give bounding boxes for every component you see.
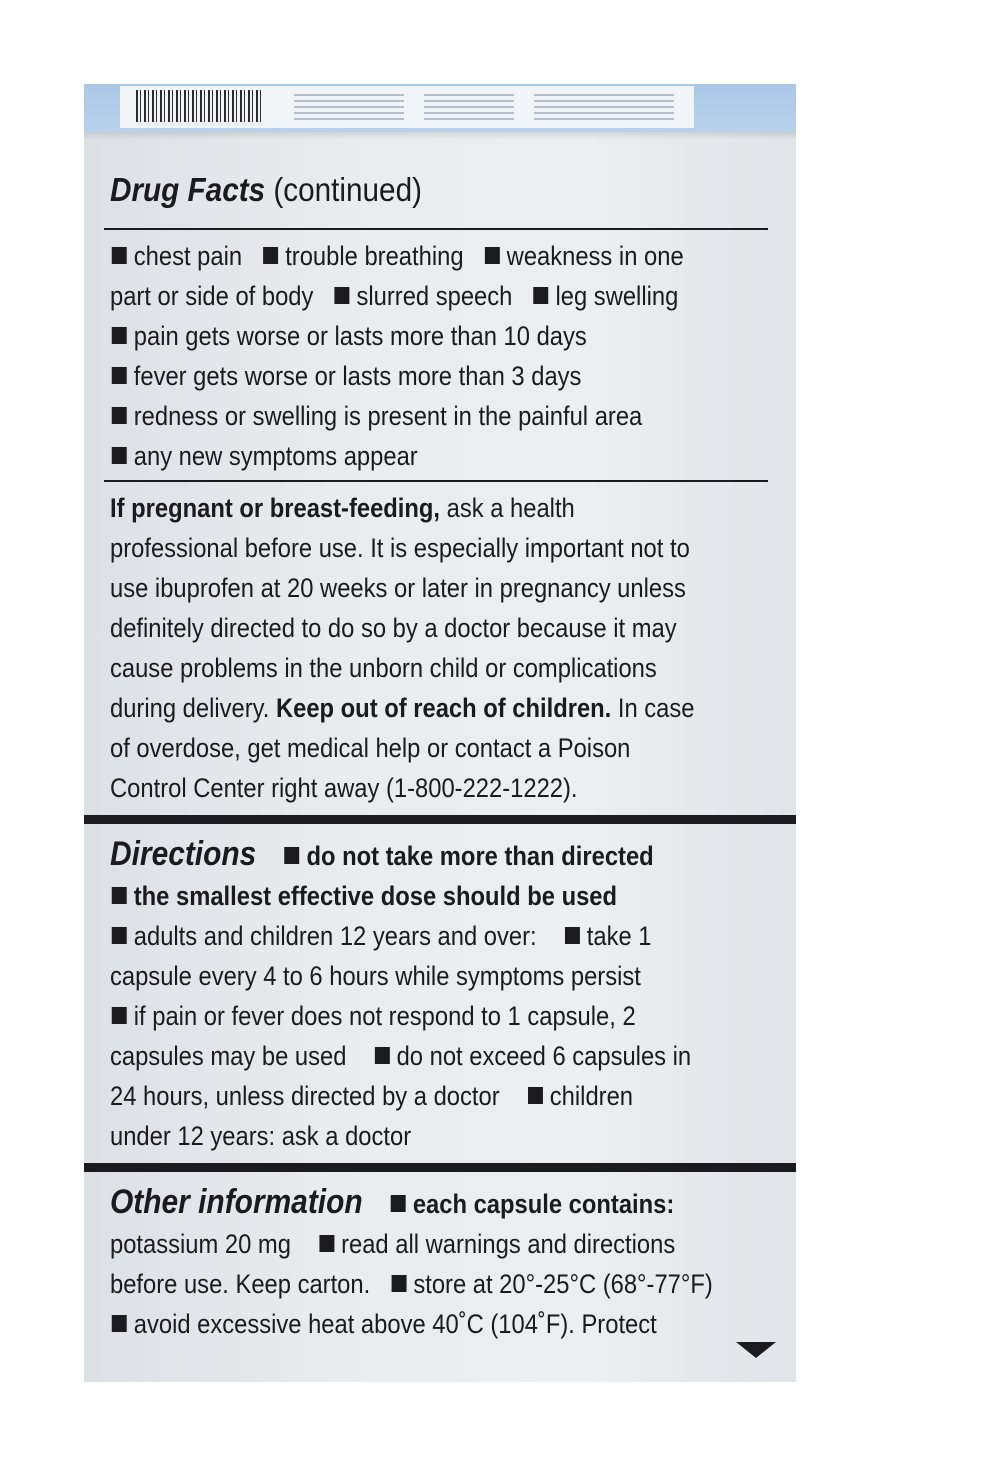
- carton-panel: [84, 84, 796, 1382]
- square-bullet-icon: [112, 247, 127, 264]
- directions-line: [110, 834, 735, 876]
- section-divider: [84, 815, 796, 824]
- square-bullet-icon: [565, 927, 580, 944]
- square-bullet-icon: [112, 327, 127, 344]
- paragraph-text: ask a health: [440, 493, 575, 523]
- direction-item: do not take more than directed: [306, 841, 654, 871]
- directions-line: [110, 1076, 735, 1116]
- square-bullet-icon: [112, 1315, 127, 1332]
- square-bullet-icon: [112, 447, 127, 464]
- other-information-section: [110, 1182, 735, 1344]
- barcode-icon: [136, 90, 264, 122]
- direction-item: adults and children 12 years and over:: [133, 921, 537, 951]
- paragraph-line: professional before use. It is especially important not to: [110, 533, 690, 563]
- list-line: [110, 236, 735, 276]
- carton-top-flap: [84, 84, 796, 132]
- other-info-line: [110, 1224, 735, 1264]
- list-item-continued: part or side of body: [110, 281, 314, 311]
- directions-line: capsule every 4 to 6 hours while symptoms persist: [110, 961, 641, 991]
- paragraph-line: use ibuprofen at 20 weeks or later in pregnancy unless: [110, 573, 686, 603]
- list-line: [110, 276, 735, 316]
- square-bullet-icon: [319, 1235, 334, 1252]
- square-bullet-icon: [391, 1275, 406, 1292]
- info-item: potassium 20 mg: [110, 1229, 291, 1259]
- directions-line: [110, 996, 735, 1036]
- list-line: [110, 316, 735, 356]
- directions-line: under 12 years: ask a doctor: [110, 1121, 412, 1151]
- square-bullet-icon: [112, 887, 127, 904]
- section-rule: [104, 480, 768, 482]
- direction-item: 24 hours, unless directed by a doctor: [110, 1081, 500, 1111]
- list-line: [110, 356, 735, 396]
- list-line: [110, 436, 735, 476]
- directions-title: Directions: [110, 835, 257, 873]
- direction-item: do not exceed 6 capsules in: [396, 1041, 692, 1071]
- info-item: store at 20°-25°C (68°-77°F): [413, 1269, 713, 1299]
- directions-line: [110, 916, 735, 956]
- list-item: weakness in one: [506, 241, 684, 271]
- list-item: redness or swelling is present in the painful area: [133, 401, 643, 431]
- list-item: fever gets worse or lasts more than 3 days: [133, 361, 582, 391]
- paragraph-text: In case: [611, 693, 695, 723]
- directions-line: [110, 876, 735, 916]
- list-item: slurred speech: [356, 281, 513, 311]
- other-info-line: [110, 1264, 735, 1304]
- stop-use-list: [110, 236, 735, 476]
- square-bullet-icon: [112, 1007, 127, 1024]
- section-divider: [84, 1163, 796, 1172]
- square-bullet-icon: [528, 1087, 543, 1104]
- list-line: [110, 396, 735, 436]
- direction-item: children: [549, 1081, 634, 1111]
- direction-item: capsules may be used: [110, 1041, 347, 1071]
- directions-section: [110, 834, 735, 1156]
- list-item: chest pain: [133, 241, 243, 271]
- pregnancy-lead: If pregnant or breast-feeding,: [110, 493, 441, 523]
- heading-rule: [104, 228, 768, 230]
- list-item: leg swelling: [555, 281, 679, 311]
- square-bullet-icon: [335, 287, 350, 304]
- square-bullet-icon: [112, 367, 127, 384]
- square-bullet-icon: [112, 927, 127, 944]
- drug-facts-title: Drug Facts: [110, 171, 266, 208]
- flap-print-graphic: [294, 92, 404, 120]
- directions-line: [110, 1036, 735, 1076]
- info-item: each capsule contains:: [412, 1189, 675, 1219]
- keep-out-of-reach: Keep out of reach of children.: [275, 693, 612, 723]
- info-item: before use. Keep carton.: [110, 1269, 371, 1299]
- flap-print-graphic: [534, 92, 674, 120]
- paragraph-line: Control Center right away (1-800-222-1222).: [110, 773, 578, 803]
- list-item: pain gets worse or lasts more than 10 days: [133, 321, 587, 351]
- pregnancy-warning: [110, 488, 735, 808]
- flap-print-graphic: [424, 92, 514, 120]
- flap-shadow: [84, 132, 796, 140]
- square-bullet-icon: [534, 287, 549, 304]
- square-bullet-icon: [391, 1195, 406, 1212]
- list-item: trouble breathing: [285, 241, 464, 271]
- square-bullet-icon: [485, 247, 500, 264]
- list-item: any new symptoms appear: [133, 441, 418, 471]
- paragraph-line: definitely directed to do so by a doctor because it may: [110, 613, 677, 643]
- info-item: read all warnings and directions: [341, 1229, 676, 1259]
- other-info-line: [110, 1182, 735, 1224]
- direction-item: if pain or fever does not respond to 1 capsule, 2: [133, 1001, 636, 1031]
- info-item: avoid excessive heat above 40˚C (104˚F). Protect: [133, 1309, 657, 1339]
- drug-facts-heading: [110, 170, 422, 210]
- paragraph-line: cause problems in the unborn child or complications: [110, 653, 657, 683]
- down-triangle-icon: [736, 1342, 776, 1358]
- other-information-title: Other information: [110, 1183, 363, 1221]
- other-info-line: [110, 1304, 735, 1344]
- direction-item: take 1: [586, 921, 652, 951]
- direction-item: the smallest effective dose should be used: [133, 881, 618, 911]
- square-bullet-icon: [112, 407, 127, 424]
- square-bullet-icon: [375, 1047, 390, 1064]
- square-bullet-icon: [263, 247, 278, 264]
- paragraph-line: [110, 488, 735, 528]
- paragraph-text: during delivery.: [110, 693, 276, 723]
- continued-label: (continued): [265, 171, 422, 208]
- square-bullet-icon: [284, 847, 299, 864]
- paragraph-line: [110, 688, 735, 728]
- paragraph-line: of overdose, get medical help or contact a Poison: [110, 733, 631, 763]
